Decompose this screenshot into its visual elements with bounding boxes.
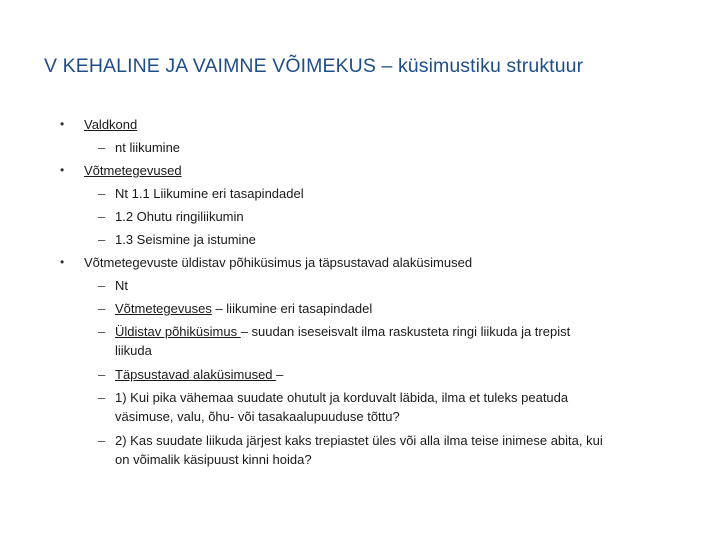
bullet-marker: • bbox=[60, 255, 65, 269]
uldistav-text: – suudan iseseisvalt ilma raskusteta ringi liikuda ja trepist bbox=[240, 324, 571, 339]
dash-marker: – bbox=[98, 186, 106, 201]
votmetegevuses-text: – liikumine eri tasapindadel bbox=[211, 301, 373, 316]
example-uldistav bbox=[115, 323, 570, 340]
question-1-line-2: väsimuse, valu, õhu- või tasakaalupuuduse tõttu? bbox=[115, 409, 400, 424]
example-votmetegevuses bbox=[115, 300, 372, 317]
dash-marker: – bbox=[98, 232, 106, 247]
uldistav-text-cont: liikuda bbox=[115, 343, 152, 358]
votmetegevus-item: 1.2 Ohutu ringiliikumin bbox=[115, 209, 244, 224]
dash-marker: – bbox=[98, 367, 106, 382]
question-1-line-1: 1) Kui pika vähemaa suudate ohutult ja korduvalt läbida, ilma et tuleks peatuda bbox=[115, 390, 569, 405]
tapsustavad-label: Täpsustavad alaküsimused bbox=[115, 367, 277, 382]
dash-marker: – bbox=[98, 301, 106, 316]
dash-marker: – bbox=[98, 324, 106, 339]
dash-marker: – bbox=[98, 278, 106, 293]
dash-marker: – bbox=[98, 140, 106, 155]
dash-marker: – bbox=[98, 390, 106, 405]
dash-marker: – bbox=[98, 209, 106, 224]
bullet-marker: • bbox=[60, 117, 65, 131]
example-tapsustavad bbox=[115, 366, 283, 383]
bullet-marker: • bbox=[60, 163, 65, 177]
votmetegevus-item: Nt 1.1 Liikumine eri tasapindadel bbox=[115, 186, 304, 201]
bullet-votmetegevused: Võtmetegevused bbox=[84, 163, 182, 178]
example-nt: Nt bbox=[115, 278, 128, 293]
bullet-pohikusimus: Võtmetegevuste üldistav põhiküsimus ja täpsustavad alaküsimused bbox=[84, 255, 473, 270]
bullet-valdkond: Valdkond bbox=[84, 117, 138, 132]
uldistav-label: Üldistav põhiküsimus bbox=[115, 324, 241, 339]
question-2-line-2: on võimalik käsipuust kinni hoida? bbox=[115, 452, 312, 467]
tapsustavad-text: – bbox=[276, 367, 284, 382]
valdkond-example: nt liikumine bbox=[115, 140, 181, 155]
question-2-line-1: 2) Kas suudate liikuda järjest kaks trepiastet üles või alla ilma teise inimese abita, kui bbox=[115, 433, 603, 448]
votmetegevus-item: 1.3 Seismine ja istumine bbox=[115, 232, 256, 247]
slide-title: V KEHALINE JA VAIMNE VÕIMEKUS – küsimustiku struktuur bbox=[44, 55, 584, 77]
dash-marker: – bbox=[98, 433, 106, 448]
votmetegevuses-label: Võtmetegevuses bbox=[115, 301, 212, 316]
